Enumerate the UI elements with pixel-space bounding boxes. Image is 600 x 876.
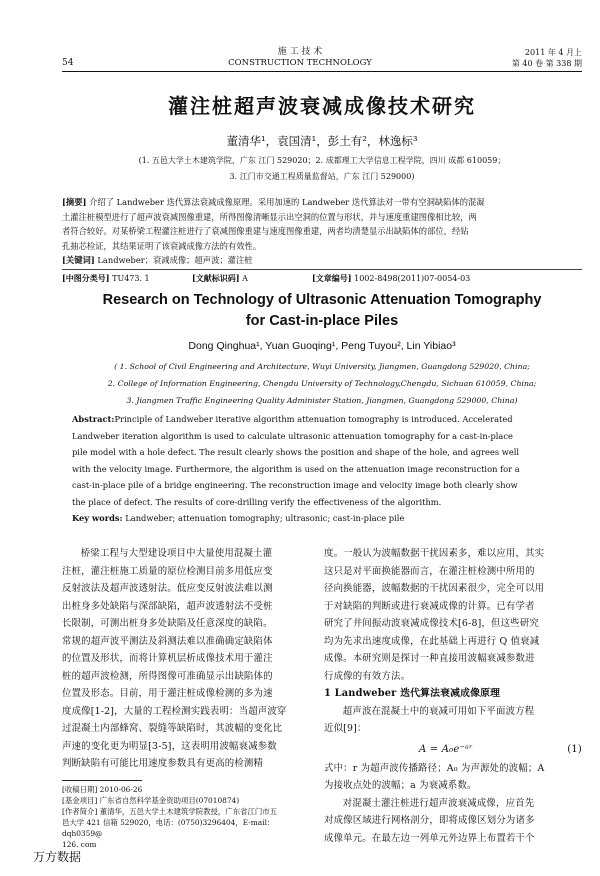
abstract-cn-line: 土灌注桩模型进行了超声波衰减图像重建，所得图像清晰显示出空洞的位置与形状，并与速度重建图像相比较，两 bbox=[62, 211, 477, 222]
equation-number: (1) bbox=[567, 743, 582, 755]
body-line: 判断缺陷有可能比用速度参数具有更高的检测精 bbox=[62, 758, 264, 769]
affiliation-en-1: ( 1. School of Civil Engineering and Architecture, Wuyi University, Jiangmen, Guangdong 529020, China; bbox=[114, 362, 530, 371]
abstract-en-line: Principle of Landweber iterative algorithm attenuation tomography is introduced. Accelerated bbox=[114, 414, 513, 424]
title-en-line1: Research on Technology of Ultrasonic Attenuation Tomography bbox=[102, 292, 542, 308]
body-line: 反射波法及超声波透射法。低应变反射波法难以测 bbox=[62, 583, 273, 594]
footnote-line: [作者简介] 董清华，五邑大学土木建筑学院教授，广东省江门市五 bbox=[62, 807, 278, 816]
body-line: 行成像的有效方法。 bbox=[324, 670, 411, 682]
body-line: 出桩身多处缺陷与深部缺陷，超声波透射法不受桩 bbox=[62, 600, 273, 612]
affiliation-cn-2: 3. 江门市交通工程质量监督站，广东 江门 529000) bbox=[229, 172, 415, 181]
section-heading: 1 Landweber 迭代算法衰减成像原理 bbox=[324, 688, 501, 699]
abstract-en-label: Abstract: bbox=[72, 414, 115, 424]
body-line: 于对缺陷的判断或进行衰减成像的计算。已有学者 bbox=[324, 600, 535, 612]
footnote-rule bbox=[62, 780, 142, 781]
page-title: 灌注桩超声波衰减成像技术研究 bbox=[168, 94, 476, 118]
body-line: 近似[9]： bbox=[324, 723, 367, 734]
watermark: 万方数据 bbox=[33, 850, 82, 864]
body-line: 均为先求出速度成像，在此基础上再进行 Q 值衰减 bbox=[324, 635, 540, 647]
equation-row bbox=[324, 738, 582, 760]
body-line: 长限制，可测出桩身多处缺陷及任意深度的缺陷。 bbox=[62, 618, 273, 629]
body-line: 为接收点处的波幅；a 为衰减系数。 bbox=[324, 780, 477, 791]
affiliation-cn-1: (1. 五邑大学土木建筑学院，广东 江门 529020；2. 成都理工大学信息工程学院，四川 成都 610059； bbox=[138, 156, 506, 165]
body-line: 过混凝土内部蜂窝、裂缝等缺陷时，其波幅的变化比 bbox=[62, 723, 283, 734]
title-en-line2: for Cast-in-place Piles bbox=[245, 313, 399, 329]
body-line: 的位置及形状，而将计算机层析成像技术用于灌注 bbox=[62, 653, 273, 664]
authors-en: Dong Qinghua¹, Yuan Guoqing¹, Peng Tuyou², Lin Yibiao³ bbox=[188, 340, 456, 352]
footnote-line: [收稿日期] 2010-06-26 bbox=[62, 785, 143, 794]
body-line: 位置及形态。目前，用于灌注桩成像检测的多为速 bbox=[62, 688, 273, 699]
body-line: 度。一般认为波幅数据干扰因素多，难以应用，其实 bbox=[324, 548, 545, 559]
article-no-value: 1002-8498(2011)07-0054-03 bbox=[354, 274, 471, 283]
body-line: 式中：r 为超声波传播路径；A₀ 为声源处的波幅；A bbox=[324, 762, 545, 774]
body-line: 声速的变化更为明显[3-5]，这表明用波幅衰减参数 bbox=[62, 740, 277, 752]
abstract-en-line: with the velocity image. Furthermore, the algorithm is used on the attenuation image reconstruction for a bbox=[72, 463, 520, 474]
issue-volume: 第 40 卷 第 338 期 bbox=[511, 59, 582, 68]
footnote-line: [基金项目] 广东省自然科学基金资助项目(07010874) bbox=[62, 796, 240, 805]
abstract-en-line: pile model with a hole defect. The result clearly shows the position and shape of the hole, and agrees well bbox=[72, 447, 520, 457]
body-line: 对成像区域进行网格剖分，即将成像区划分为诸多 bbox=[324, 815, 535, 826]
abstract-cn-line: 者符合较好。对某桥梁工程灌注桩进行了衰减图像重建与速度图像重建，两者均清楚显示出缺陷体的部位，经钻 bbox=[62, 226, 469, 236]
body-line: 对混凝土灌注桩进行超声波衰减成像，应首先 bbox=[342, 797, 535, 809]
abstract-en-line: cast-in-place pile of a bridge engineering. The reconstruction image and velocity image both clearly show bbox=[72, 480, 518, 490]
body-left-column bbox=[62, 545, 312, 773]
affiliation-en-3: 3. Jiangmen Traffic Engineering Quality Administer Station, Jiangmen, Guangdong 529000, China) bbox=[126, 396, 518, 405]
journal-name-en: CONSTRUCTION TECHNOLOGY bbox=[228, 58, 372, 68]
footnote-line: 邑大学 421 信箱 529020，电话：(0750)3296404，E-mail：dqh0359@ bbox=[62, 818, 275, 838]
abstract-en bbox=[72, 411, 584, 527]
journal-name-cn: 施 工 技 术 bbox=[277, 47, 323, 57]
body-line: 成像。本研究则是探讨一种直接用波幅衰减参数进 bbox=[324, 653, 535, 664]
header-rule bbox=[62, 71, 582, 72]
abstract-cn-label: [摘要] bbox=[62, 197, 87, 207]
body-right-column bbox=[324, 545, 582, 847]
affiliation-en-2: 2. College of Information Engineering, Chengdu University of Technology,Chengdu, Sichuan 610059, China; bbox=[107, 379, 537, 388]
affiliation-en bbox=[62, 358, 582, 409]
authors-cn: 董清华¹，袁国清¹，彭土有²，林逸标³ bbox=[226, 134, 418, 148]
article-no-label: [文章编号] bbox=[312, 273, 352, 283]
body-line: 研究了井间振动波衰减成像技术[6-8]，但这些研究 bbox=[324, 618, 539, 629]
body-line: 超声波在混凝土中的衰减可用如下平面波方程 bbox=[342, 705, 535, 717]
abstract-cn-line: 介绍了 Landweber 迭代算法衰减成像原理。采用加速的 Landweber 迭代算法对一带有空洞缺陷体的混凝 bbox=[89, 197, 485, 207]
equation: A = A₀e⁻ᵃʳ bbox=[419, 743, 473, 755]
keywords-en-label: Key words: bbox=[72, 513, 123, 523]
keywords-cn: Landweber；衰减成像；超声波；灌注桩 bbox=[97, 255, 253, 265]
keywords-cn-label: [关键词] bbox=[62, 255, 95, 265]
body-line: 常规的超声波平测法及斜测法难以准确确定缺陷体 bbox=[62, 635, 273, 647]
abstract-en-line: Landweber iteration algorithm is used to calculate ultrasonic attenuation tomography for a cast-in-place bbox=[72, 430, 513, 441]
clc-label: [中图分类号] bbox=[62, 273, 110, 283]
clc-value: TU473. 1 bbox=[112, 274, 150, 283]
body-line: 桥梁工程与大型建设项目中大量使用混凝土灌 bbox=[80, 548, 273, 559]
body-line: 这只是对平面换能器而言，在灌注桩检测中所用的 bbox=[324, 565, 535, 577]
body-line: 成像单元。在最左边一列单元外边界上布置若干个 bbox=[324, 832, 535, 844]
footnote-line: 126. com bbox=[62, 840, 97, 849]
body-line: 桩的超声波检测，所得图像可准确显示出缺陷体的 bbox=[62, 670, 273, 682]
issue-date: 2011 年 4 月上 bbox=[524, 48, 582, 57]
page-number: 54 bbox=[62, 58, 74, 68]
doc-code-label: [文献标识码] bbox=[192, 273, 240, 283]
body-line: 度成像[1-2]，大量的工程检测实践表明：当超声波穿 bbox=[62, 705, 287, 717]
footnote bbox=[62, 784, 314, 850]
body-line: 注桩，灌注桩施工质量的原位检测目前多用低应变 bbox=[62, 565, 273, 577]
abstract-en-line: the place of defect. The results of core-drilling verify the effectiveness of the algorithm. bbox=[72, 496, 442, 507]
abstract-cn-line: 孔抽芯检证，其结果证明了该衰减成像方法的有效性。 bbox=[62, 240, 262, 251]
doc-code-value: A bbox=[242, 274, 248, 283]
keywords-en: Landweber; attenuation tomography; ultrasonic; cast-in-place pile bbox=[125, 513, 405, 523]
body-line: 径向换能器，波幅数据的干扰因素很少，完全可以用 bbox=[324, 583, 545, 594]
abstract-rule bbox=[62, 269, 582, 270]
abstract-cn bbox=[62, 195, 582, 268]
classification-row bbox=[62, 273, 582, 284]
